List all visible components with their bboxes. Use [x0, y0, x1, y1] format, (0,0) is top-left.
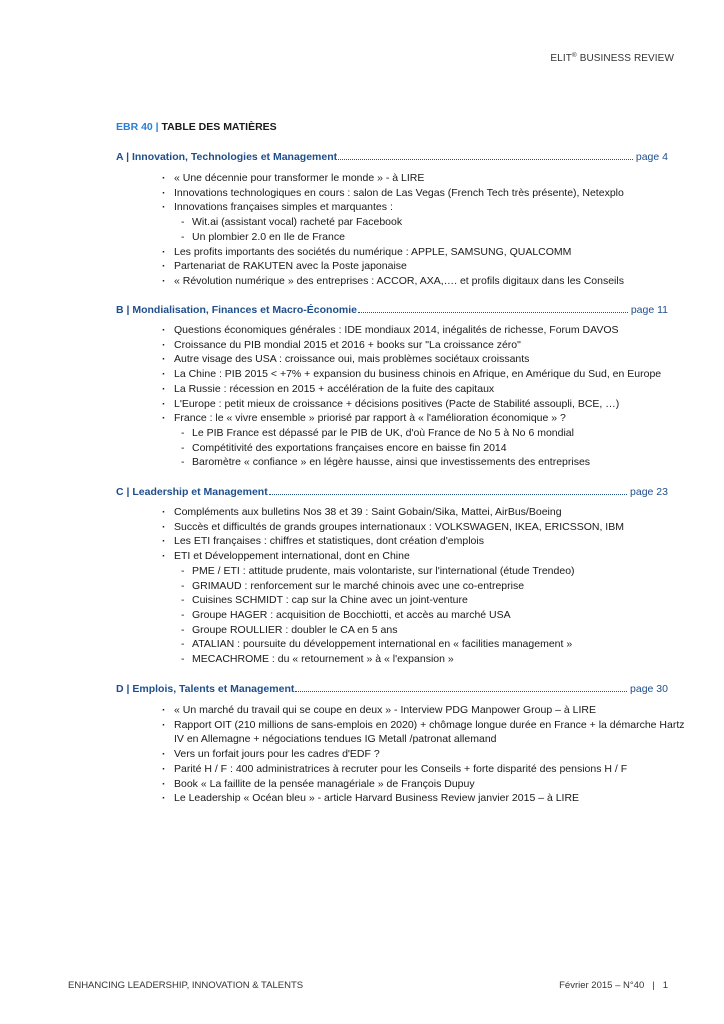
footer-date: Février 2015 – N°40 — [559, 980, 645, 991]
header-rest: BUSINESS REVIEW — [576, 53, 674, 64]
list-item: · Les ETI françaises : chiffres et statistiques, dont création d'emplois — [162, 534, 686, 549]
sub-item: - Le PIB France est dépassé par le PIB de UK, d'où France de No 5 à No 6 mondial — [162, 426, 686, 441]
section-c-list — [162, 505, 686, 667]
section-c-heading[interactable] — [116, 485, 668, 498]
section-a-list — [162, 171, 686, 289]
list-item: · Rapport OIT (210 millions de sans-emplois en 2020) + chômage longue durée en France + la démarche Hartz IV en Allemagne + négociations tendues IG Metall /patronat allemand — [162, 718, 686, 747]
sub-item: - Groupe HAGER : acquisition de Bocchiotti, et accès au marché USA — [162, 608, 686, 623]
issue-label: EBR 40 | — [116, 121, 159, 133]
registered-mark: ® — [571, 52, 577, 59]
section-label: D | Emplois, Talents et Management — [116, 683, 295, 695]
list-item: · Succès et difficultés de grands groupes internationaux : VOLKSWAGEN, IKEA, ERICSSON, IBM — [162, 520, 686, 535]
dot-leader — [358, 303, 628, 313]
section-b-heading[interactable] — [116, 303, 668, 316]
list-item: · Innovations technologiques en cours : salon de Las Vegas (French Tech très présente), Netexplo — [162, 186, 686, 201]
list-item: · La Chine : PIB 2015 < +7% + expansion du business chinois en Afrique, en Amérique du Sud, en Europe — [162, 367, 686, 382]
section-label: C | Leadership et Management — [116, 486, 268, 498]
sub-item: - Compétitivité des exportations françaises encore en baisse fin 2014 — [162, 441, 686, 456]
section-label: B | Mondialisation, Finances et Macro-Économie — [116, 304, 357, 316]
section-page: page 11 — [630, 304, 668, 316]
section-b-list — [162, 323, 686, 470]
toc-title — [116, 121, 277, 133]
footer-issue — [559, 980, 668, 991]
sub-item: - Groupe ROULLIER : doubler le CA en 5 ans — [162, 623, 686, 638]
list-item: · « Une décennie pour transformer le monde » - à LIRE — [162, 171, 686, 186]
section-page: page 30 — [630, 683, 668, 695]
section-d-heading[interactable] — [116, 682, 668, 695]
section-a-heading[interactable] — [116, 150, 668, 163]
list-item: · La Russie : récession en 2015 + accélération de la fuite des capitaux — [162, 382, 686, 397]
sub-item: - Wit.ai (assistant vocal) racheté par Facebook — [162, 215, 686, 230]
toc-heading: TABLE DES MATIÈRES — [161, 121, 277, 133]
list-item: · France : le « vivre ensemble » priorisé par rapport à « l'amélioration économique » ? — [162, 411, 686, 426]
footer-tagline: ENHANCING LEADERSHIP, INNOVATION & TALENTS — [68, 980, 304, 991]
list-item: · Autre visage des USA : croissance oui, mais problèmes sociétaux croissants — [162, 352, 686, 367]
sub-item: - PME / ETI : attitude prudente, mais volontariste, sur l'international (étude Trendeo) — [162, 564, 686, 579]
list-item: · « Révolution numérique » des entreprises : ACCOR, AXA,…. et profils digitaux dans les Conseils — [162, 274, 686, 289]
section-label: A | Innovation, Technologies et Management — [116, 151, 338, 163]
sub-item: - Un plombier 2.0 en Ile de France — [162, 230, 686, 245]
list-item: · Parité H / F : 400 administratrices à recruter pour les Conseils + forte disparité des pensions H / F — [162, 762, 686, 777]
sub-item: - GRIMAUD : renforcement sur le marché chinois avec une co-entreprise — [162, 579, 686, 594]
dot-leader — [338, 150, 633, 160]
section-page: page 23 — [630, 486, 668, 498]
list-item: · Le Leadership « Océan bleu » - article Harvard Business Review janvier 2015 – à LIRE — [162, 791, 686, 806]
list-item: · « Un marché du travail qui se coupe en deux » - Interview PDG Manpower Group – à LIRE — [162, 703, 686, 718]
section-d-list — [162, 703, 686, 806]
list-item: · Book « La faillite de la pensée managériale » de François Dupuy — [162, 777, 686, 792]
section-page: page 4 — [635, 151, 668, 163]
sub-item: - ATALIAN : poursuite du développement international en « facilities management » — [162, 637, 686, 652]
sub-item: - MECACHROME : du « retournement » à « l'expansion » — [162, 652, 686, 667]
footer-separator: | — [652, 980, 655, 991]
running-header — [550, 52, 674, 64]
list-item: · Questions économiques générales : IDE mondiaux 2014, inégalités de richesse, Forum DAVOS — [162, 323, 686, 338]
page-number: 1 — [662, 980, 668, 991]
dot-leader — [295, 682, 627, 692]
sub-item: - Baromètre « confiance » en légère hausse, ainsi que investissements des entreprises — [162, 455, 686, 470]
header-brand: ELIT — [550, 53, 572, 64]
sub-item: - Cuisines SCHMIDT : cap sur la Chine avec un joint-venture — [162, 593, 686, 608]
dot-leader — [269, 485, 627, 495]
list-item: · Les profits importants des sociétés du numérique : APPLE, SAMSUNG, QUALCOMM — [162, 245, 686, 260]
list-item: · Croissance du PIB mondial 2015 et 2016 + books sur "La croissance zéro" — [162, 338, 686, 353]
list-item: · Partenariat de RAKUTEN avec la Poste japonaise — [162, 259, 686, 274]
list-item: · L'Europe : petit mieux de croissance + décisions positives (Pacte de Stabilité assoupli, BCE, …) — [162, 397, 686, 412]
list-item: · Compléments aux bulletins Nos 38 et 39 : Saint Gobain/Sika, Mattei, AirBus/Boeing — [162, 505, 686, 520]
list-item: · Innovations françaises simples et marquantes : — [162, 200, 686, 215]
list-item: · Vers un forfait jours pour les cadres d'EDF ? — [162, 747, 686, 762]
list-item: · ETI et Développement international, dont en Chine — [162, 549, 686, 564]
